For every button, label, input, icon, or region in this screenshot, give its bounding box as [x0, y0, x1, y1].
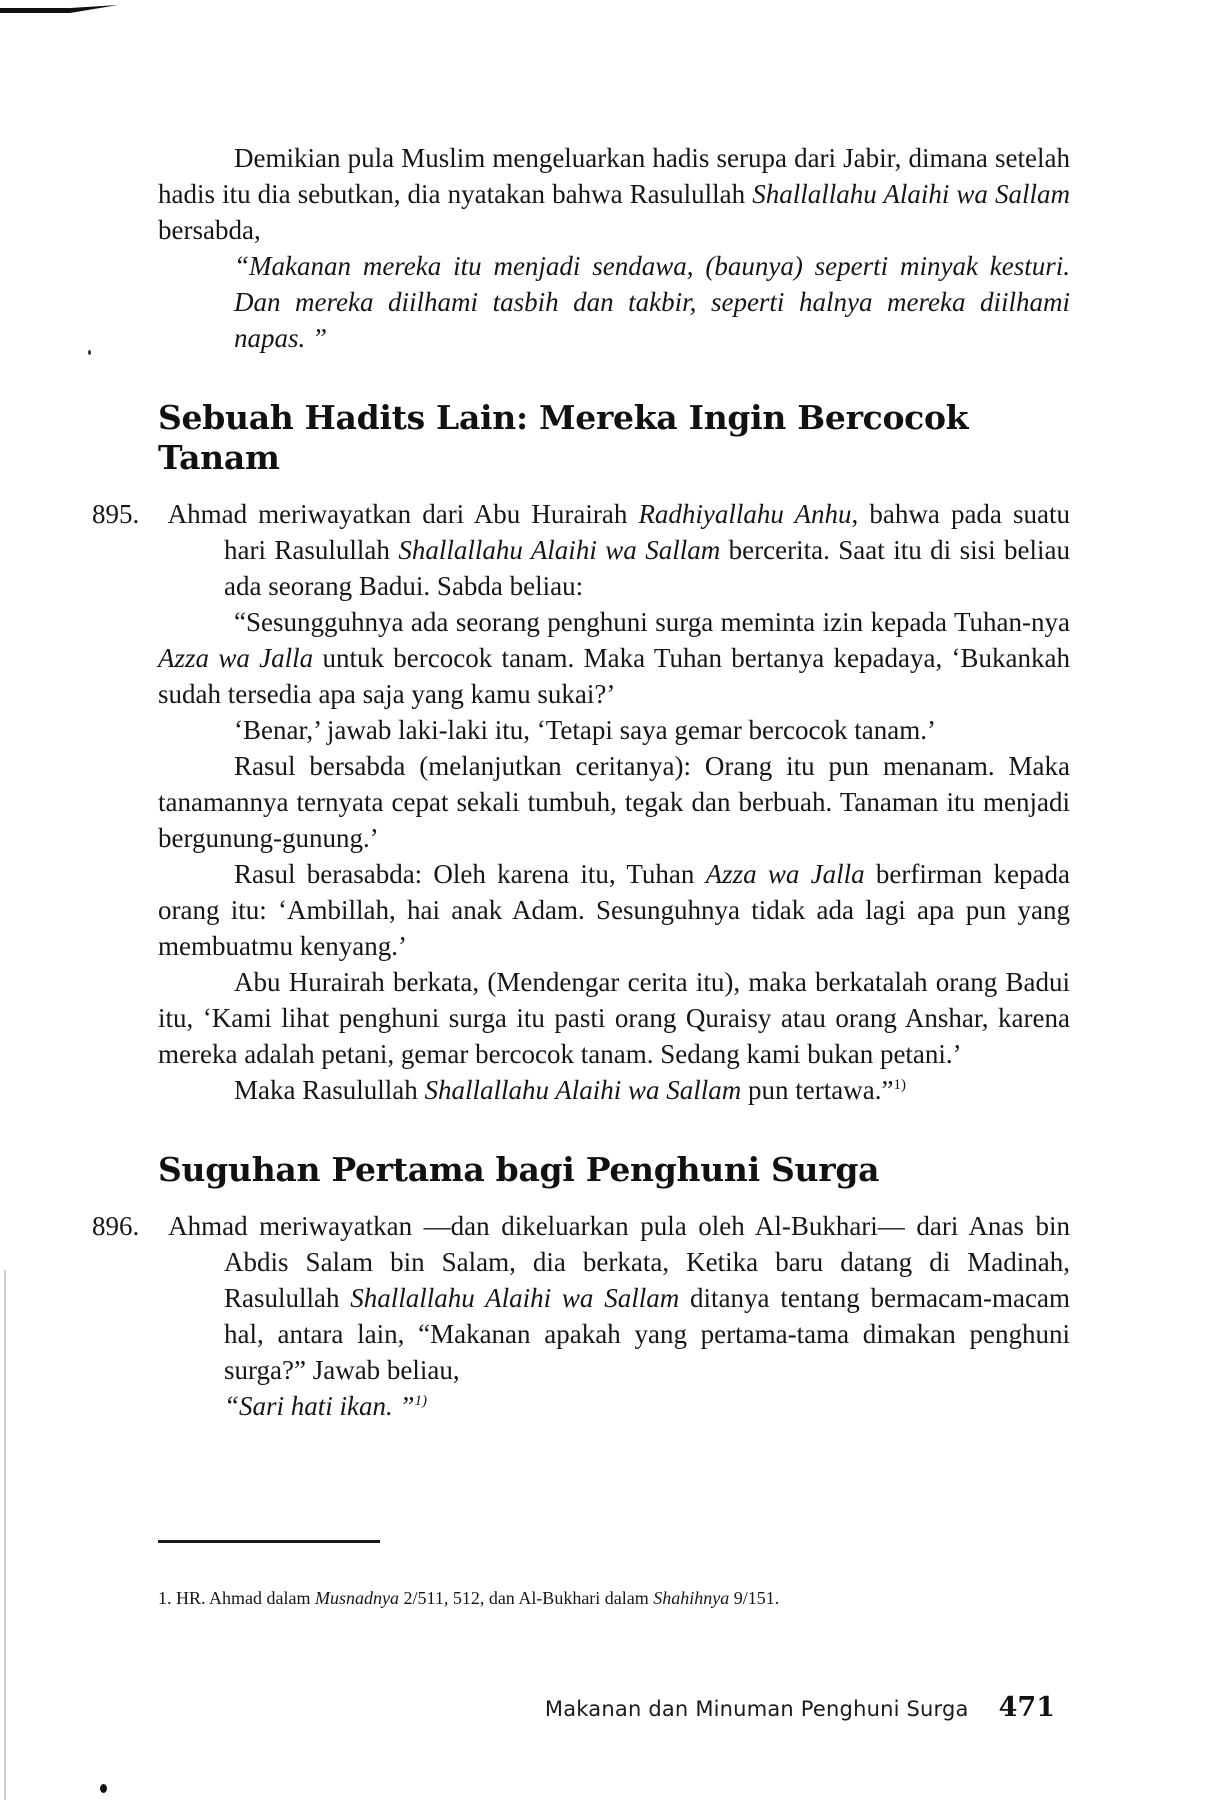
hadith-text: Ahmad meriwayatkan —dan dikeluarkan pula oleh Al-Bukhari— dari Anas bin Abdis Salam bin Salam, dia berkata, Ketika baru datang di Madinah, Rasulullah [158, 1211, 1070, 1313]
page-number: 471 [998, 1692, 1055, 1723]
hadith-895-paragraph [158, 856, 1070, 964]
hadith-italic: Shallallahu Alaihi wa Sallam [350, 1283, 680, 1313]
paragraph-italic: Azza wa Jalla [158, 643, 314, 673]
scan-edge-line [4, 1270, 6, 1800]
paragraph-italic: Shallallahu Alaihi wa Sallam [424, 1075, 742, 1105]
paragraph-text: berfirman kepada orang itu: ‘Ambillah, hai anak Adam. Sesunguhnya tidak ada lagi apa pun yang membuatmu kenyang.’ [158, 859, 1070, 961]
paragraph-text: untuk bercocok tanam. Maka Tuhan bertanya kepadaya, ‘Bukankah sudah tersedia apa saja yang kamu sukai?’ [158, 643, 1070, 709]
footnote-rule [158, 1540, 380, 1543]
hadith-italic: Radhiyallahu Anhu [638, 499, 852, 529]
footnote-italic: Shahihnya [653, 1588, 730, 1608]
hadith-text: Ahmad meriwayatkan dari Abu Hurairah [158, 499, 639, 529]
hadith-text: ditanya tentang bermacam-macam hal, antara lain, “Makanan apakah yang pertama-tama dimakan penghuni surga?” Jawab beliau, [224, 1283, 1070, 1385]
scan-corner-mark [0, 2, 118, 16]
section-heading-2: Suguhan Pertama bagi Penghuni Surga [158, 1150, 880, 1189]
hadith-895-paragraph [158, 604, 1070, 712]
intro-text: Demikian pula Muslim mengeluarkan hadis serupa dari Jabir, dimana setelah hadis itu dia sebutkan, dia nyatakan bahwa Rasulullah [158, 143, 1070, 209]
intro-paragraph [158, 140, 1070, 248]
hadith-895-paragraph [158, 1072, 1070, 1108]
paragraph-italic: Azza wa Jalla [705, 859, 865, 889]
hadith-896-lead: 896. Ahmad meriwayatkan —dan dikeluarkan pula oleh Al-Bukhari— dari Anas bin Abdis Salam bin Salam, dia berkata, Ketika baru datang di Madinah, Rasulullah Shallallahu Alaihi wa Sallam ditanya tentang bermacam-macam hal, antara lain, “Makanan apakah yang pertama-tama dimakan penghuni surga?” Jawab beliau, [92, 1211, 1070, 1385]
answer-text: “Sari hati ikan. ” [224, 1391, 415, 1421]
footnote-italic: Musnadnya [314, 1588, 399, 1608]
footnote-ref: 1) [414, 1393, 428, 1409]
hadith-895-paragraph: Rasul bersabda (melanjutkan ceritanya): Orang itu pun menanam. Maka tanamannya ternyata cepat sekali tumbuh, tegak dan berbuah. Tanaman itu menjadi bergunung-gunung.’ [158, 751, 1070, 853]
paragraph-text: Maka Rasulullah [234, 1075, 425, 1105]
footnote [158, 1586, 1070, 1610]
section-heading-1: Sebuah Hadits Lain: Mereka Ingin Bercocok Tanam [158, 398, 969, 477]
hadith-text: bercerita. Saat itu di sisi beliau ada seorang Badui. Sabda beliau: [224, 535, 1071, 601]
footnote-text: 9/151. [729, 1588, 780, 1608]
hadith-895-paragraph: ‘Benar,’ jawab laki-laki itu, ‘Tetapi saya gemar bercocok tanam.’ [234, 715, 936, 745]
footnote-ref: 1) [893, 1077, 906, 1093]
hadith-896-answer [158, 1388, 1070, 1424]
paragraph-text: “Sesungguhnya ada seorang penghuni surga meminta izin kepada Tuhan-nya [234, 607, 1070, 637]
page-footer [545, 1692, 1055, 1723]
paragraph-text: pun tertawa.” [741, 1075, 894, 1105]
footnote-number: 1. [158, 1588, 172, 1608]
paragraph-text: Rasul berasabda: Oleh karena itu, Tuhan [234, 859, 706, 889]
hadith-text: , bahwa pada suatu hari Rasulullah [224, 499, 1070, 565]
page-body [92, 140, 1071, 1424]
intro-quote: “Makanan mereka itu menjadi sendawa, (baunya) seperti minyak kesturi. Dan mereka diilhami tasbih dan takbir, seperti halnya mereka diilhami napas. ” [234, 251, 1070, 353]
footnote-text: HR. Ahmad dalam [171, 1588, 315, 1608]
scan-speck [88, 350, 91, 355]
intro-italic: Shallallahu Alaihi wa Sallam [752, 179, 1070, 209]
footnote-text: 2/511, 512, dan Al-Bukhari dalam [398, 1588, 654, 1608]
hadith-895-paragraph: Abu Hurairah berkata, (Mendengar cerita itu), maka berkatalah orang Badui itu, ‘Kami lihat penghuni surga itu pasti orang Quraisy atau orang Anshar, karena mereka adalah petani, gemar bercocok tanam. Sedang kami bukan petani.’ [158, 967, 1070, 1069]
intro-text: bersabda, [158, 215, 261, 245]
hadith-italic: Shallallahu Alaihi wa Sallam [398, 535, 721, 565]
hadith-895-lead: 895. Ahmad meriwayatkan dari Abu Hurairah Radhiyallahu Anhu, bahwa pada suatu hari Rasulullah Shallallahu Alaihi wa Sallam bercerita. Saat itu di sisi beliau ada seorang Badui. Sabda beliau: [92, 499, 1071, 601]
scan-speck [100, 1784, 107, 1793]
running-title: Makanan dan Minuman Penghuni Surga [544, 1697, 969, 1721]
